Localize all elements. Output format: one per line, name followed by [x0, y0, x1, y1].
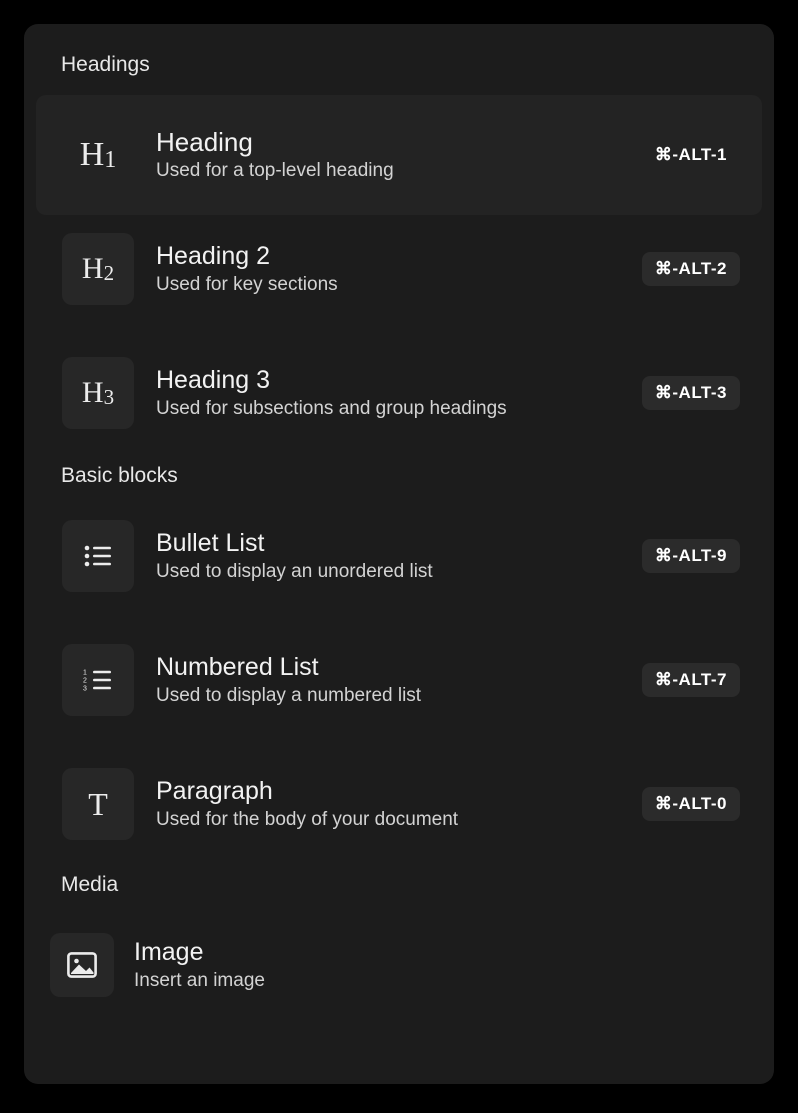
h2-icon-sub: 2: [103, 261, 115, 285]
image-icon: [50, 933, 114, 997]
paragraph-icon: [62, 768, 134, 840]
menu-item-shortcut: ⌘-ALT-2: [642, 252, 740, 286]
menu-item-description: Used to display an unordered list: [156, 561, 433, 582]
h3-icon-letter: H: [81, 376, 104, 409]
menu-item-bullet-list[interactable]: [36, 508, 762, 604]
menu-item-heading-2[interactable]: [36, 221, 762, 317]
menu-item-title: Heading: [156, 127, 253, 157]
section-label-media: Media: [61, 873, 119, 896]
section-headings: [24, 24, 774, 441]
menu-item-text: [134, 127, 642, 183]
section-label-basic-blocks: Basic blocks: [61, 464, 178, 487]
h1-icon-sub: 1: [104, 147, 117, 173]
menu-item-title: Bullet List: [156, 529, 265, 557]
h1-icon: [62, 119, 134, 191]
menu-item-text: [114, 937, 740, 993]
menu-item-text: [134, 528, 642, 584]
menu-item-shortcut: ⌘-ALT-1: [654, 145, 727, 164]
menu-item-title: Heading 2: [156, 242, 270, 270]
h3-icon: [62, 357, 134, 429]
menu-item-paragraph[interactable]: [36, 756, 762, 852]
h2-icon: [62, 233, 134, 305]
menu-item-shortcut: ⌘-ALT-7: [642, 663, 740, 697]
svg-text:2: 2: [83, 677, 87, 685]
menu-item-shortcut: ⌘-ALT-0: [642, 787, 740, 821]
bullet-list-icon: [62, 520, 134, 592]
section-media: [24, 874, 774, 1013]
numbered-list-icon: [62, 644, 134, 716]
menu-item-description: Used for the body of your document: [156, 809, 459, 830]
headings-item-list: [24, 95, 774, 441]
menu-item-text: [134, 776, 642, 832]
menu-item-description: Used for key sections: [156, 274, 338, 295]
menu-item-heading-1[interactable]: [36, 95, 762, 215]
svg-text:1: 1: [83, 669, 87, 677]
menu-item-description: Used to display a numbered list: [156, 685, 422, 706]
menu-item-numbered-list[interactable]: [36, 632, 762, 728]
menu-item-description: Used for subsections and group headings: [156, 398, 507, 419]
menu-item-title: Numbered List: [156, 653, 319, 681]
menu-item-title: Image: [134, 938, 204, 966]
svg-text:3: 3: [83, 685, 87, 692]
h1-icon-letter: H: [79, 136, 105, 173]
h3-icon-sub: 3: [103, 385, 115, 409]
section-label-headings: Headings: [61, 53, 150, 76]
menu-item-text: [134, 652, 642, 708]
section-basic-blocks: [24, 465, 774, 852]
menu-item-image[interactable]: [36, 917, 762, 1013]
h2-icon-letter: H: [81, 252, 104, 285]
menu-item-description: Used for a top-level heading: [156, 160, 394, 181]
menu-item-shortcut: ⌘-ALT-3: [642, 376, 740, 410]
menu-item-shortcut: ⌘-ALT-9: [642, 539, 740, 573]
basic-blocks-item-list: [24, 508, 774, 852]
menu-item-heading-3[interactable]: [36, 345, 762, 441]
paragraph-icon-letter: T: [88, 785, 108, 822]
block-type-menu: [24, 24, 774, 1084]
menu-item-title: Paragraph: [156, 777, 273, 805]
media-item-list: [24, 917, 774, 1013]
menu-item-text: [134, 365, 642, 421]
menu-item-text: [134, 241, 642, 297]
menu-item-description: Insert an image: [134, 970, 265, 991]
menu-item-title: Heading 3: [156, 366, 270, 394]
